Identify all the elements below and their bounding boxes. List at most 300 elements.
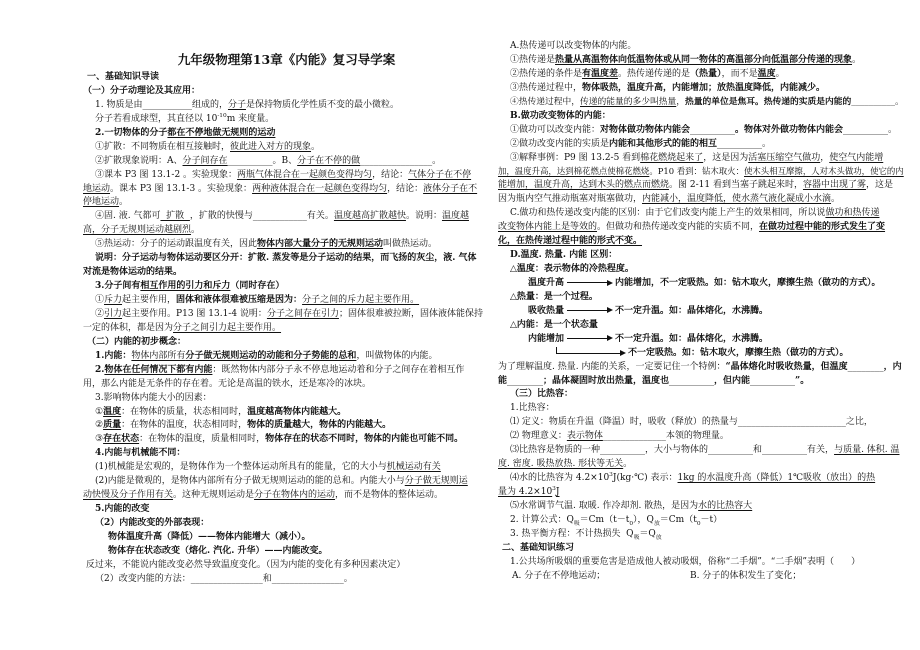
text-line (498, 556, 906, 570)
text-run: 之比， (845, 417, 873, 428)
bold-text: （二）内能的初步概念： (87, 336, 187, 347)
bold-text: 对物体做功物体内能会 (600, 124, 691, 135)
paragraph (498, 207, 906, 249)
text-line (83, 336, 490, 350)
text-line (83, 183, 490, 197)
fill-in-blank: __________ (762, 445, 808, 456)
text-run: ：在物体的温度，状态相同时， (121, 420, 248, 431)
text-line (83, 503, 490, 517)
paragraph (498, 402, 906, 416)
paragraph (83, 238, 490, 252)
underlined-text: 斥力 (104, 295, 123, 305)
text-run: 一定的体积，都是因为 (83, 322, 174, 333)
text-run: 。热传递传递的是 (618, 68, 691, 79)
bold-text: ，内 (883, 361, 902, 372)
text-line (83, 461, 490, 475)
text-line (498, 124, 906, 138)
fill-in-blank: __________ (600, 445, 646, 456)
text-run: ，结论： (372, 169, 409, 180)
text-run: 反过来，不能说内能改变必然导致温度变化。（因为内能的变化有多种因素决定） (83, 559, 406, 570)
bold-text: 温度升高 (528, 277, 565, 288)
text-run: ② (95, 308, 105, 319)
paragraph (498, 138, 906, 152)
branch-arrow-icon (556, 347, 626, 360)
paragraph (83, 475, 490, 503)
underlined-text: 1kg 的水温度升高（降低）1℃吸收（放出）的热 (677, 473, 876, 484)
text-run: ⑸水常调节气温. 取暖. 作冷却剂. 散热，是因为 (510, 500, 699, 511)
underlined-text: 机械运动有关 (386, 462, 441, 473)
fill-in-blank: __________ (750, 375, 796, 386)
paragraph (498, 528, 906, 542)
text-line (498, 249, 906, 263)
text-run: 。图 2-11 看到当塞子跳起来时， (669, 180, 803, 191)
text-run: ＝Cm（t－t (579, 514, 630, 525)
fill-in-blank: ___________ (142, 99, 192, 110)
text-run: 。课本 P3 图 13.1-3 。实验现象： (110, 183, 253, 194)
bold-text: △热量：是一个过程。 (510, 291, 598, 302)
paragraph (498, 514, 906, 528)
fill-in-blank: ______________ (602, 431, 666, 442)
fill-in-blank: __________ (851, 96, 895, 107)
underlined-text: 表示物体 (566, 431, 603, 442)
text-run: ，扩散的快慢与 (189, 211, 253, 222)
text-line (83, 378, 490, 392)
text-line (83, 113, 490, 127)
bold-text: 1.内能： (95, 350, 132, 361)
underlined-text: 停地运动 (83, 197, 120, 208)
text-run: 有关， (807, 445, 835, 456)
text-line (498, 444, 906, 458)
text-line (498, 472, 906, 486)
bold-text: ，但内能 (714, 375, 751, 386)
text-line (83, 364, 490, 378)
text-run: A.热传递可以改变物体的内能。 (510, 41, 637, 51)
text-run: ：在物体的质量，状态相同时， (121, 406, 248, 417)
text-run: 1. 物质是由 (95, 99, 143, 110)
bold-text: （三）比热容： (510, 389, 574, 400)
text-line (83, 419, 490, 433)
fill-in-blank: __________ (669, 375, 715, 386)
text-line (498, 375, 906, 389)
bold-underlined-text: 相互作用的引力和斥力 (140, 281, 231, 292)
relation-diagram-row (498, 277, 906, 291)
answer-options (498, 570, 906, 584)
underlined-text: J (555, 487, 560, 497)
text-line (83, 517, 490, 531)
bold-text: D.温度. 热量. 内能 区别： (510, 250, 618, 261)
bold-text: 物体温度升高（降低）——物体内能增大（减小）。 (108, 531, 311, 542)
bold-text: 热量的单位是焦耳。热传递的实质是内能的 (685, 96, 852, 107)
paragraph (498, 291, 906, 305)
paragraph (83, 169, 490, 211)
text-run: 本领的物理量。 (665, 431, 729, 442)
text-line (83, 447, 490, 461)
text-run: J(kg·℃) 表示： (612, 473, 678, 484)
bold-text: 二、基础知识练习 (502, 542, 575, 553)
text-line (498, 54, 906, 68)
subscript: 0 (696, 520, 701, 527)
text-run: ⑷水的比热容为 4.2×10 (510, 473, 610, 484)
fill-in-blank: ________________________ (737, 417, 846, 428)
text-run: 。这种无规则运动是 (173, 490, 255, 501)
bold-text: △温度：表示物体的冷热程度。 (510, 264, 634, 274)
text-run: ②热传递的条件是 (510, 68, 583, 79)
text-run: 。 (343, 573, 353, 584)
text-run: 3.影响物体内能大小的因素： (95, 392, 212, 403)
text-line (498, 152, 906, 166)
bold-underlined-text: 在做功过程中能的形式发生了变 (759, 222, 886, 233)
paragraph (83, 308, 490, 336)
paragraph (83, 392, 490, 406)
text-run: ① (95, 406, 104, 417)
text-line (83, 531, 490, 545)
bold-text: 能 (498, 375, 508, 386)
underlined-text: 地运动 (83, 183, 111, 194)
text-line (83, 196, 490, 210)
subscript: 放 (653, 520, 660, 527)
text-line (498, 165, 906, 179)
paragraph (83, 364, 490, 392)
paragraph (498, 96, 906, 110)
text-line (498, 528, 906, 542)
fill-in-blank: __________ (717, 138, 763, 149)
text-line (498, 514, 906, 528)
text-run: ），Q (633, 514, 654, 525)
paragraph (83, 503, 490, 517)
underlined-text: 两种液体混合在一起颜色变得均匀 (252, 183, 388, 194)
bold-text: 不一定升温。如：晶体熔化，水沸腾。 (615, 305, 769, 316)
paragraph (498, 124, 906, 138)
paragraph (498, 319, 906, 333)
paragraph (83, 406, 490, 420)
bold-text: 不一定吸热。如：钻木取火，摩擦生热（做功的方式）。 (628, 347, 849, 358)
bold-underlined-text: 物体在任何情况下都有内能 (104, 364, 213, 375)
text-line (498, 542, 906, 556)
paragraph (83, 559, 490, 573)
paragraph (83, 433, 490, 447)
text-line (83, 573, 490, 587)
underlined-text: 使木头相互摩擦，人对木头做功，使它的内 (744, 166, 904, 177)
superscript: -10 (217, 112, 227, 119)
underlined-text: 分子之间存在引力 (266, 308, 339, 319)
text-run: m 来度量。 (226, 113, 275, 124)
text-run: ⑴ 定义：物质在升温（降温）时，吸收（释放）的热量与 (510, 417, 738, 428)
paragraph (498, 82, 906, 96)
bold-text: （2）内能改变的外部表现： (95, 518, 210, 528)
paragraph (83, 447, 490, 461)
bold-text: 5.内能的改变 (95, 504, 150, 515)
document-title: 九年级物理第13章《内能》复习导学案 (177, 52, 396, 67)
text-line (498, 319, 906, 333)
text-line (498, 68, 906, 82)
bold-text: 2. (95, 364, 105, 375)
arrow-icon (567, 335, 613, 342)
text-line (83, 141, 490, 155)
text-line (83, 350, 490, 364)
underlined-text: 动快慢及分子作用有关 (83, 490, 174, 501)
text-run: 叫做热运动。 (383, 239, 438, 250)
underlined-text: 分子之间的斥力起主要作用。 (302, 295, 420, 305)
bold-text: B.做功改变物体的内能： (510, 110, 611, 121)
bold-underlined-text: 分子做无规则运动的动能和分子势能的总和 (185, 350, 357, 361)
bold-text: 物体存在状态改变（熔化. 汽化. 升华）——内能改变。 (108, 545, 328, 556)
text-line (498, 430, 906, 444)
text-run: 。 (191, 225, 201, 236)
text-line (83, 224, 490, 238)
paragraph (498, 388, 906, 402)
underlined-text: 引力 (104, 308, 123, 319)
bold-text: 吸收热量 (528, 305, 565, 316)
paragraph (83, 461, 490, 475)
text-run: 。 (895, 96, 904, 107)
text-run: 和 (753, 445, 763, 456)
text-run: ，大小与物体的 (645, 445, 709, 456)
text-line (498, 277, 906, 291)
bold-text: 内能增加，不一定吸热。如：钻木取火，摩擦生热（做功的方式）。 (615, 277, 881, 288)
underlined-text: 改变物体内能上是等效的 (498, 222, 598, 233)
text-run: 组成的， (191, 99, 228, 110)
text-line (83, 545, 490, 559)
paragraph (83, 531, 490, 545)
bold-text: 4.内能与机械能不同： (95, 448, 186, 459)
text-run: (2)内能是微观的，是物体内部所有分子做无规则运动的能的总和。内能大小与 (95, 476, 405, 487)
bold-text: 一、基础知识导读 (87, 72, 160, 82)
text-run: 起主要作用。P13 图 13.1-4 说明： (122, 308, 267, 319)
text-run: ③热传递过程中， (510, 82, 583, 93)
text-line (83, 71, 490, 85)
text-run: 因为瓶内空气推动瓶塞对瓶塞做功， (498, 194, 643, 205)
text-run: ①热传递是 (510, 54, 556, 65)
fill-in-blank: ________________ (271, 573, 344, 584)
text-line (498, 207, 906, 221)
text-run: 。 (775, 68, 785, 79)
bold-text: 内能和其他形式的能的相互 (609, 138, 718, 149)
text-line (83, 155, 490, 169)
section-heading (498, 542, 906, 556)
bold-underlined-text: 热量从高温物体向低温物体或从同一物体的高温部分向低温部分传递的现象 (555, 54, 853, 65)
bold-underlined-text: 都在不停地做无规则的运动 (167, 127, 276, 138)
bold-underlined-text: 有温度差 (582, 68, 619, 79)
paragraph (83, 294, 490, 308)
underlined-text: 分子之间引力起主要作用。 (173, 322, 282, 333)
relation-diagram-row (498, 305, 906, 319)
text-run: ：在物体的温度，质量相同时， (139, 434, 266, 445)
text-line (83, 475, 490, 489)
text-line (83, 127, 490, 141)
text-run: ③课本 P3 图 13.1-2 。实验现象： (95, 169, 238, 180)
bold-text: 物体吸热，温度升高，内能增加；放热温度降低，内能减少。 (582, 82, 826, 93)
text-run: ，而不是物体的整体运动。 (335, 490, 444, 501)
text-run: ， (676, 96, 685, 107)
text-run: 分子若看成球型，其直径以 10 (95, 113, 218, 124)
text-run: －t） (700, 514, 723, 525)
subscript: 吸 (633, 534, 640, 541)
text-run: 3. 热平衡方程：不计热损失 Q (510, 528, 634, 539)
paragraph (83, 155, 490, 169)
text-line (498, 416, 906, 430)
text-run: ，结论： (387, 183, 424, 194)
text-run: ， (820, 152, 830, 163)
text-run: 1.公共场所吸烟的重要危害是造成他人被动吸烟，俗称“二手烟”。“二手烟”表明（ ） (510, 556, 861, 567)
left-column (83, 71, 490, 631)
underlined-text: 使空气内能增 (829, 152, 884, 163)
paragraph (498, 40, 906, 54)
text-line (498, 305, 906, 319)
bold-text: 。物体对外做功物体内能会 (735, 124, 844, 135)
bold-text: 物体存在的状态不同时，物体的内能也可能不同。 (265, 434, 464, 445)
text-line (498, 82, 906, 96)
text-line (83, 85, 490, 99)
text-run: 。 (119, 197, 129, 208)
text-run: ⑵ 物理意义： (510, 431, 567, 442)
paragraph (83, 350, 490, 364)
text-line (498, 291, 906, 305)
bold-text: 2.一切物体的分子 (95, 127, 168, 138)
bold-underlined-text: 温度 (757, 68, 776, 79)
text-line (83, 322, 490, 336)
fill-in-blank: __________ (227, 155, 273, 166)
text-run: 。 (311, 141, 321, 152)
paragraph (83, 141, 490, 155)
fill-in-blank: ________ (507, 375, 544, 386)
text-run: 起主要作用， (122, 295, 177, 305)
paragraph (498, 416, 906, 430)
fill-in-blank: ________ (847, 361, 884, 372)
underlined-text: 内能减小，温度降低，使水蒸气液化凝成小水滴 (642, 194, 832, 205)
paragraph (498, 430, 906, 444)
text-run: ①扩散：不同物质在相互接触时， (95, 141, 231, 152)
text-run: 。说明： (405, 211, 442, 222)
text-line (83, 210, 490, 224)
text-line (498, 40, 906, 54)
text-run: 2. 计算公式：Q (510, 514, 574, 525)
bold-text: 内能增加 (528, 333, 565, 344)
underlined-text: 容器中出现了雾 (802, 180, 866, 191)
text-run: ③解释事例：P9 图 13.2-5 看到 (510, 152, 641, 163)
paragraph (498, 249, 906, 263)
right-column (498, 40, 906, 635)
underlined-text: 活塞压缩空气做功 (748, 152, 821, 163)
bold-text: ”。 (795, 375, 810, 386)
text-run: C.做功和热传递改变内能的区别：由于它们改变内能上产生的效果相同，所以说 (510, 208, 826, 219)
underlined-text: 高，分子无规则运动越剧烈 (83, 225, 192, 236)
paragraph (498, 152, 906, 208)
paragraph (83, 113, 490, 127)
text-run: 有关。 (306, 211, 334, 222)
subscript: 0 (629, 520, 634, 527)
superscript: 3 (609, 472, 613, 479)
bold-underlined-text: 质量 (103, 420, 122, 431)
text-line (83, 238, 490, 252)
text-run: ①做功可以改变内能： (510, 124, 601, 135)
text-run: ③ (95, 434, 104, 445)
underlined-text: 棉花燃烧起来了 (640, 152, 704, 163)
paragraph (83, 517, 490, 531)
text-line (83, 308, 490, 322)
text-line (498, 333, 906, 347)
relation-diagram-row (498, 333, 906, 361)
bold-text: ；晶体凝固时放出热量，温度也 (543, 375, 670, 386)
text-run: (1)机械能是宏观的，是物体作为一个整体运动所具有的能量，它的大小与 (95, 462, 387, 473)
text-line (83, 559, 490, 573)
text-run: 是保持物质化学性质不变的最小微粒。 (245, 99, 399, 110)
text-run: 和 (262, 573, 272, 584)
fill-in-blank: ____________ (252, 211, 307, 222)
text-line (498, 138, 906, 152)
underlined-text: 量为 4.2×10 (498, 487, 553, 497)
text-line (83, 252, 490, 266)
text-line (498, 96, 906, 110)
paragraph (83, 99, 490, 113)
paragraph (498, 472, 906, 500)
text-line (498, 486, 906, 500)
text-run: 。P10 看到：钻木取火： (649, 166, 744, 177)
text-line (83, 294, 490, 308)
paragraph (498, 361, 906, 389)
text-line (83, 406, 490, 420)
underlined-text: 分子做无规则运 (404, 476, 468, 487)
text-line (83, 99, 490, 113)
paragraph (83, 210, 490, 238)
text-run: ；固体很难被拉断，固体液体能保持 (338, 308, 483, 319)
subscript: 吸 (573, 520, 580, 527)
underlined-text: 传递的能量的多少叫热量 (580, 96, 677, 107)
text-run: ＝Cm（t (659, 514, 697, 525)
text-line (83, 169, 490, 183)
paragraph (83, 127, 490, 141)
text-run: A. 分子在不停地运动； (512, 570, 606, 581)
bold-text: 对流是物体运动的结果。 (83, 267, 183, 278)
text-run: ，这是因为 (703, 152, 749, 163)
text-line (498, 221, 906, 235)
text-run: 1.比热容： (510, 403, 555, 414)
underlined-text: 扩散 (160, 211, 190, 222)
text-line (498, 235, 906, 249)
paragraph (83, 419, 490, 433)
paragraph (83, 545, 490, 559)
text-run: ②扩散现象说明：A、 (95, 155, 183, 166)
bold-text: 不一定升温。如：晶体熔化，水沸腾。 (615, 333, 769, 344)
paragraph (83, 252, 490, 280)
bold-text: 3.分子间有 (95, 281, 141, 292)
text-line (498, 361, 906, 375)
text-run: 。 (432, 155, 442, 166)
text-run: ④固. 液. 气都可 (95, 211, 161, 222)
text-line (498, 500, 906, 514)
text-line (83, 433, 490, 447)
arrow-icon (567, 307, 613, 314)
paragraph (498, 68, 906, 82)
underlined-text: 分子在物体内的运动 (254, 490, 336, 501)
section-heading (83, 336, 490, 350)
text-run: ②做功改变内能的实质是 (510, 138, 610, 149)
text-line (498, 458, 906, 472)
section-heading (83, 71, 490, 85)
superscript: 3 (552, 486, 556, 492)
underlined-text: 温度越 (441, 211, 469, 222)
text-line (83, 489, 490, 503)
underlined-text: 分子在不停的做 (297, 155, 361, 166)
paragraph (83, 280, 490, 294)
underlined-text: 做功和热传递 (825, 208, 880, 219)
text-run: 。 (852, 54, 862, 65)
text-run: ，这是 (865, 180, 893, 191)
underlined-text: 度. 密度. 吸热放热. 形状等无关 (498, 459, 624, 470)
text-line (83, 392, 490, 406)
text-line (498, 402, 906, 416)
text-run: ① (95, 295, 105, 305)
text-run: 。但做功和热传递改变内能的实质不同， (597, 222, 760, 233)
